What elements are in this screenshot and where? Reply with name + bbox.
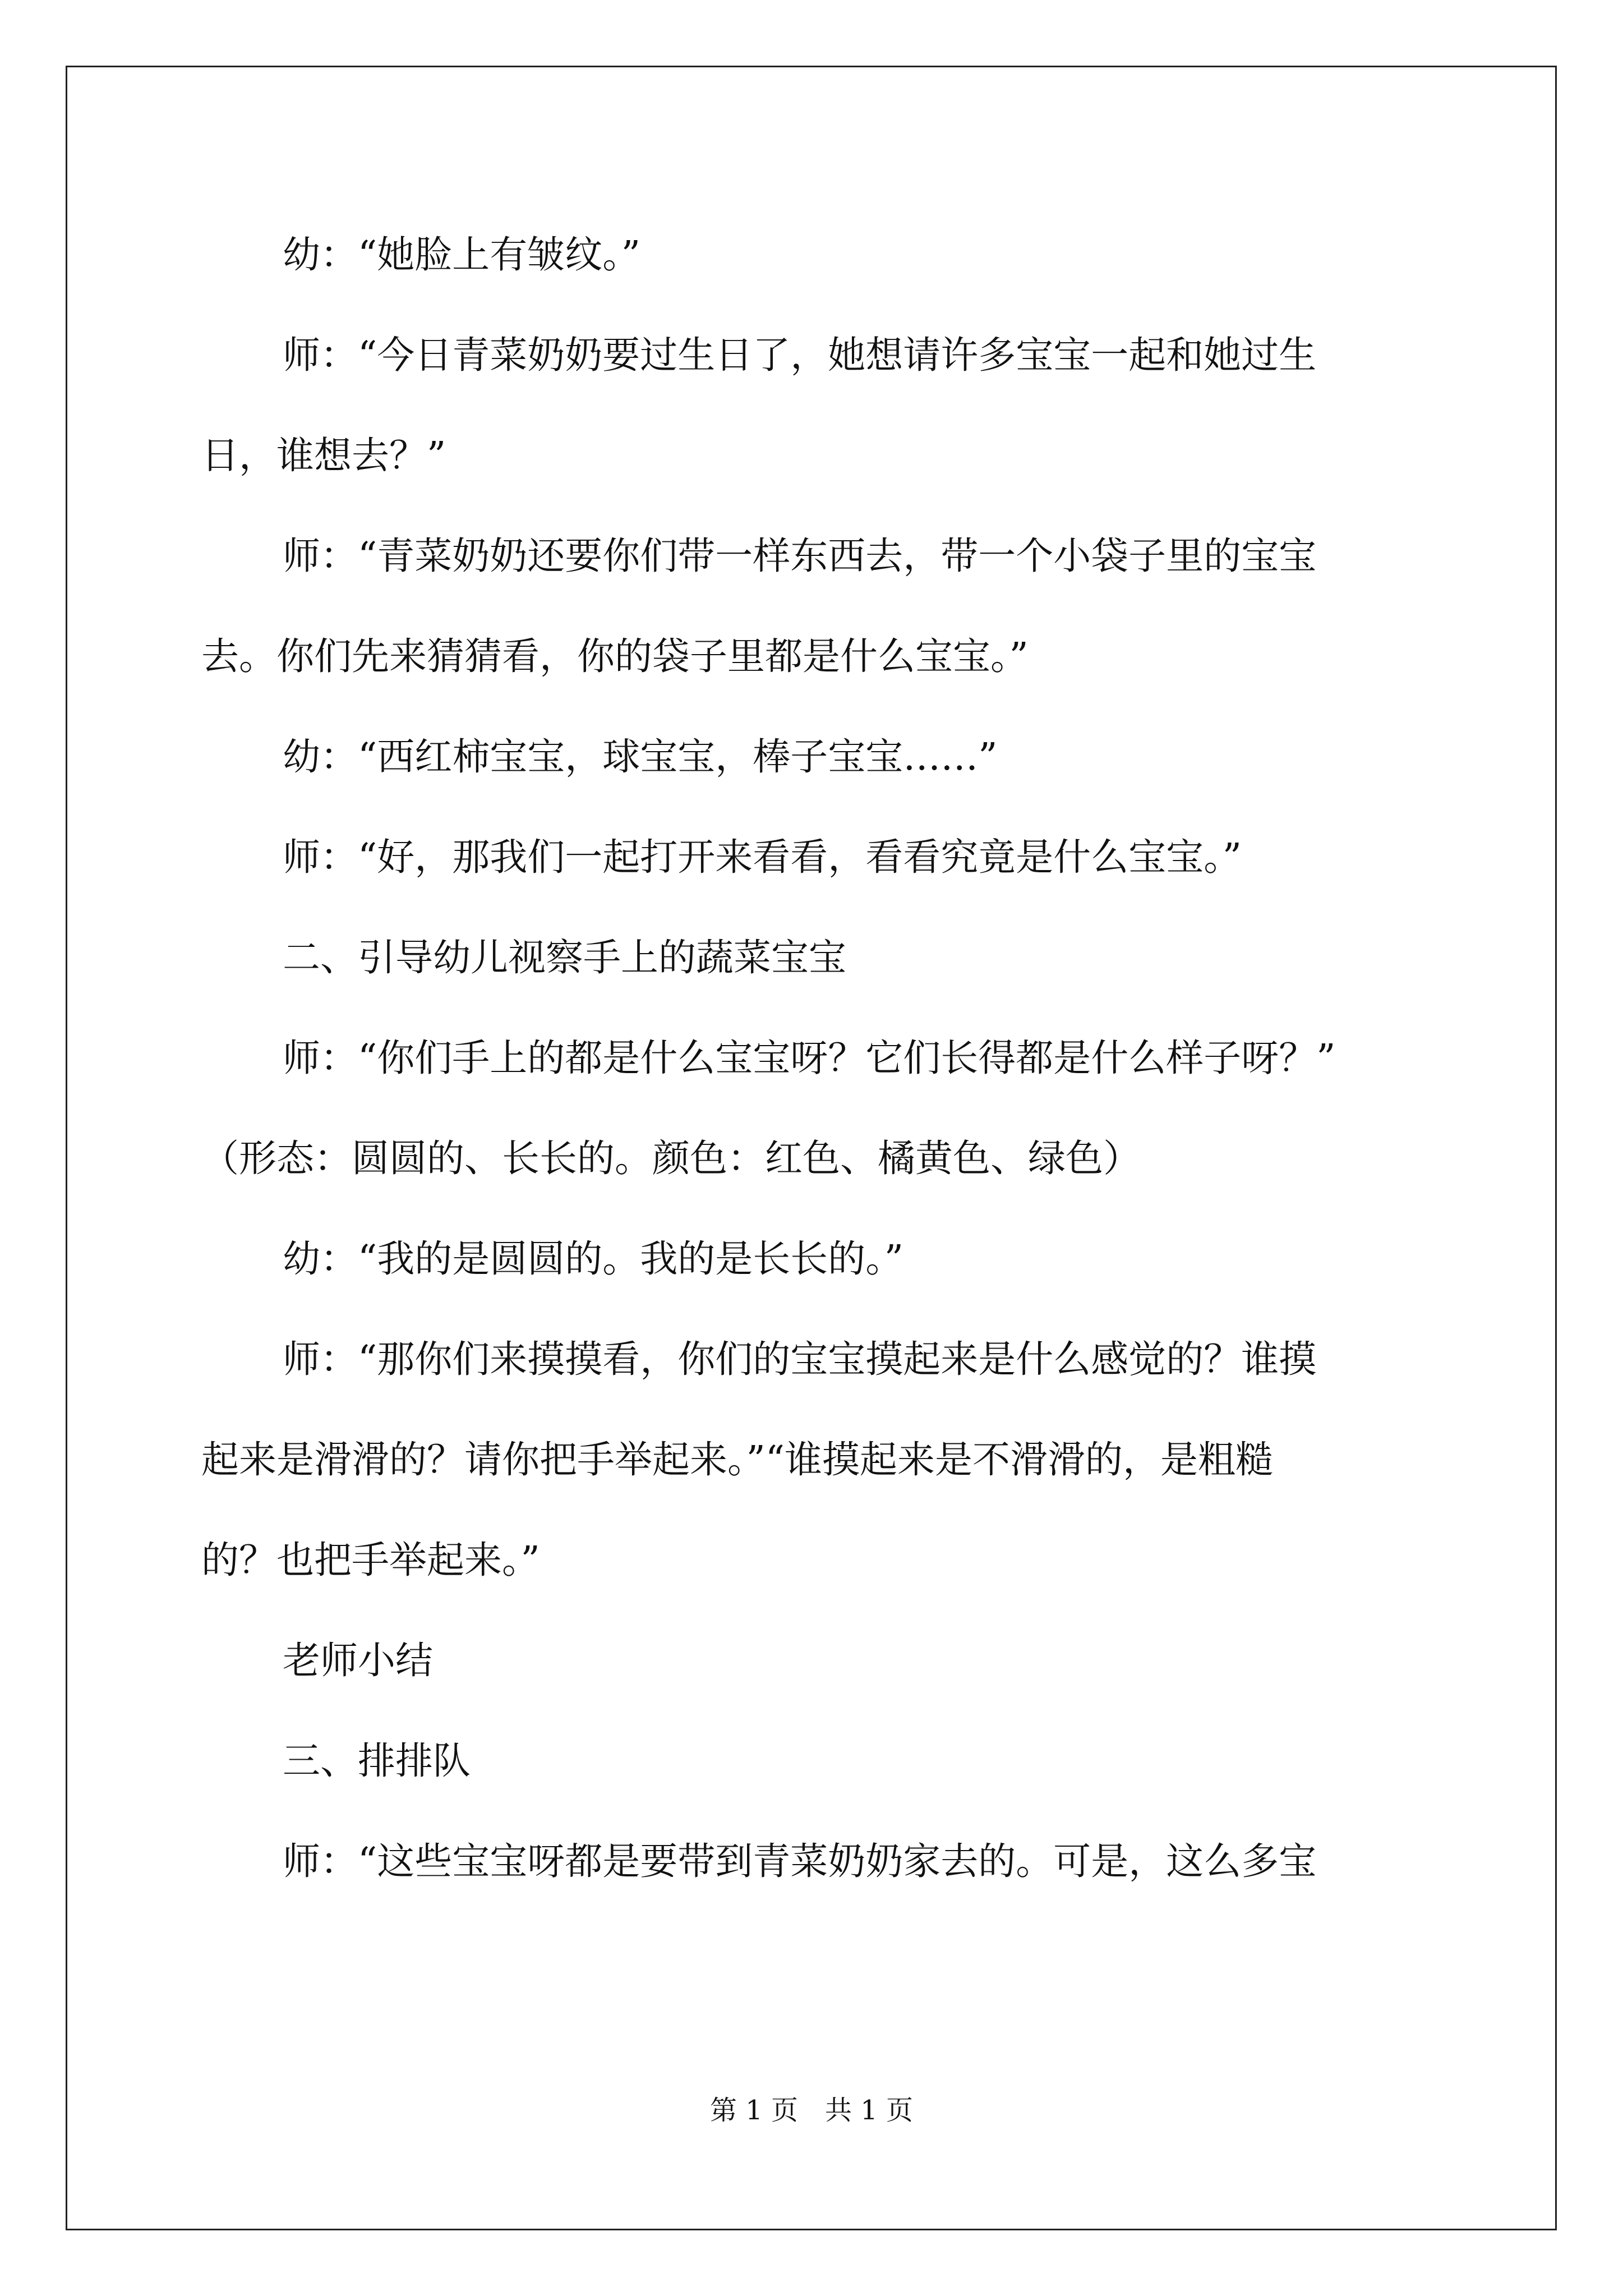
text-line: 师：“那你们来摸摸看，你们的宝宝摸起来是什么感觉的？谁摸 [283,1337,1317,1381]
page-footer [0,2093,1623,2127]
text-line: 师：“这些宝宝呀都是要带到青菜奶奶家去的。可是，这么多宝 [283,1839,1317,1883]
text-line: 幼：“西红柿宝宝，球宝宝，棒子宝宝……” [283,735,998,779]
text-line: 的？也把手举起来。” [201,1538,540,1582]
text-line: 二、引导幼儿视察手上的蔬菜宝宝 [283,936,846,979]
text-line: 日，谁想去？” [201,434,446,477]
text-line: 师：“你们手上的都是什么宝宝呀？它们长得都是什么样子呀？” [283,1036,1336,1080]
text-line: 三、排排队 [283,1739,471,1783]
text-line: （形态：圆圆的、长长的。颜色：红色、橘黄色、绿色） [201,1137,1141,1180]
text-line: 师：“好，那我们一起打开来看看，看看究竟是什么宝宝。” [283,835,1242,879]
text-line: 老师小结 [283,1639,433,1682]
text-line: 师：“青菜奶奶还要你们带一样东西去，带一个小袋子里的宝宝 [283,534,1317,578]
total-pages: 共 1 页 [825,2095,914,2126]
page-number: 第 1 页 [709,2095,798,2126]
text-line: 幼：“她脸上有皱纹。” [283,233,641,277]
text-line: 师：“今日青菜奶奶要过生日了，她想请许多宝宝一起和她过生 [283,333,1317,377]
text-line: 起来是滑滑的？请你把手举起来。”“谁摸起来是不滑滑的，是粗糙 [201,1438,1274,1481]
document-body [201,205,1474,1912]
text-line: 幼：“我的是圆圆的。我的是长长的。” [283,1237,904,1281]
text-line: 去。你们先来猜猜看，你的袋子里都是什么宝宝。” [201,634,1029,678]
